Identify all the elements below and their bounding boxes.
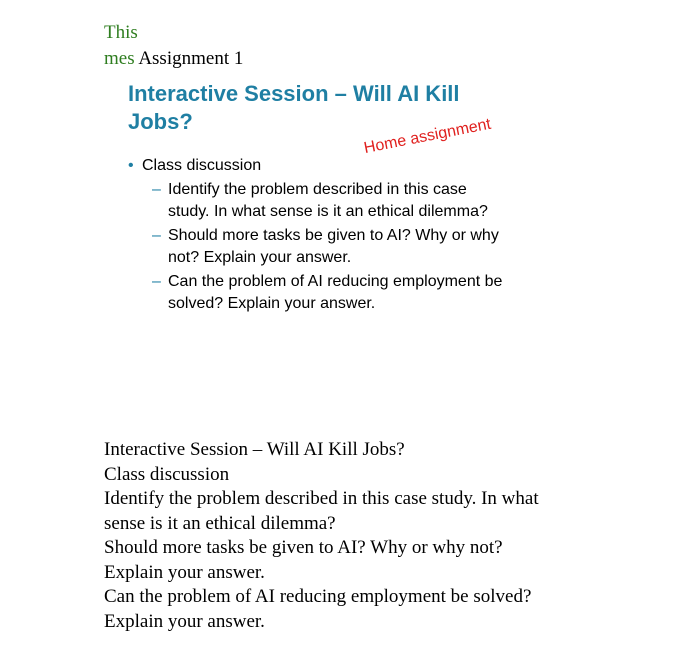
dash-icon: – bbox=[152, 181, 161, 198]
plain-line-1: Interactive Session – Will AI Kill Jobs? bbox=[104, 439, 405, 460]
slide-title bbox=[128, 80, 598, 136]
bullet-dot-icon: • bbox=[128, 157, 134, 174]
subpoint-2-line-1: Should more tasks be given to AI? Why or why bbox=[168, 227, 499, 244]
plain-line-8: Explain your answer. bbox=[104, 610, 265, 632]
header-line-assignment bbox=[104, 46, 243, 72]
plain-line-2: Class discussion bbox=[104, 463, 230, 485]
plain-line-6: Explain your answer. bbox=[104, 561, 265, 583]
slide-title-line-1: Interactive Session – Will AI Kill bbox=[128, 81, 460, 106]
subpoint-1-line-1: Identify the problem described in this case bbox=[168, 181, 467, 198]
subpoint-1-line-2: study. In what sense is it an ethical dilemma? bbox=[168, 203, 488, 220]
header-line-this: This bbox=[104, 22, 138, 43]
dash-icon: – bbox=[152, 273, 161, 290]
home-assignment-annotation: Home assignment bbox=[362, 115, 493, 158]
subpoint-3-line-1: Can the problem of AI reducing employment be bbox=[168, 273, 503, 290]
plain-line-5: Should more tasks be given to AI? Why or why not? bbox=[104, 537, 503, 558]
slide-title-line-2: Jobs? bbox=[128, 109, 193, 134]
assignment-label: Assignment 1 bbox=[138, 48, 244, 69]
subpoint-2-line-2: not? Explain your answer. bbox=[168, 249, 352, 266]
subpoint-2 bbox=[152, 225, 568, 269]
subpoint-1 bbox=[152, 179, 568, 223]
slide-bullets bbox=[128, 155, 578, 315]
header-prefix: mes bbox=[104, 48, 135, 69]
document-header bbox=[104, 20, 243, 72]
subpoint-3-line-2: solved? Explain your answer. bbox=[168, 295, 376, 312]
bullet-label: Class discussion bbox=[142, 157, 262, 174]
subpoint-3 bbox=[152, 271, 568, 315]
plain-line-4: sense is it an ethical dilemma? bbox=[104, 512, 336, 534]
plain-line-3: Identify the problem described in this case study. In what bbox=[104, 488, 539, 509]
plain-text-transcript bbox=[104, 438, 624, 634]
bullet-class-discussion bbox=[128, 155, 578, 177]
slide-title-block bbox=[128, 80, 598, 136]
dash-icon: – bbox=[152, 227, 161, 244]
plain-line-7: Can the problem of AI reducing employment be solved? bbox=[104, 586, 532, 607]
